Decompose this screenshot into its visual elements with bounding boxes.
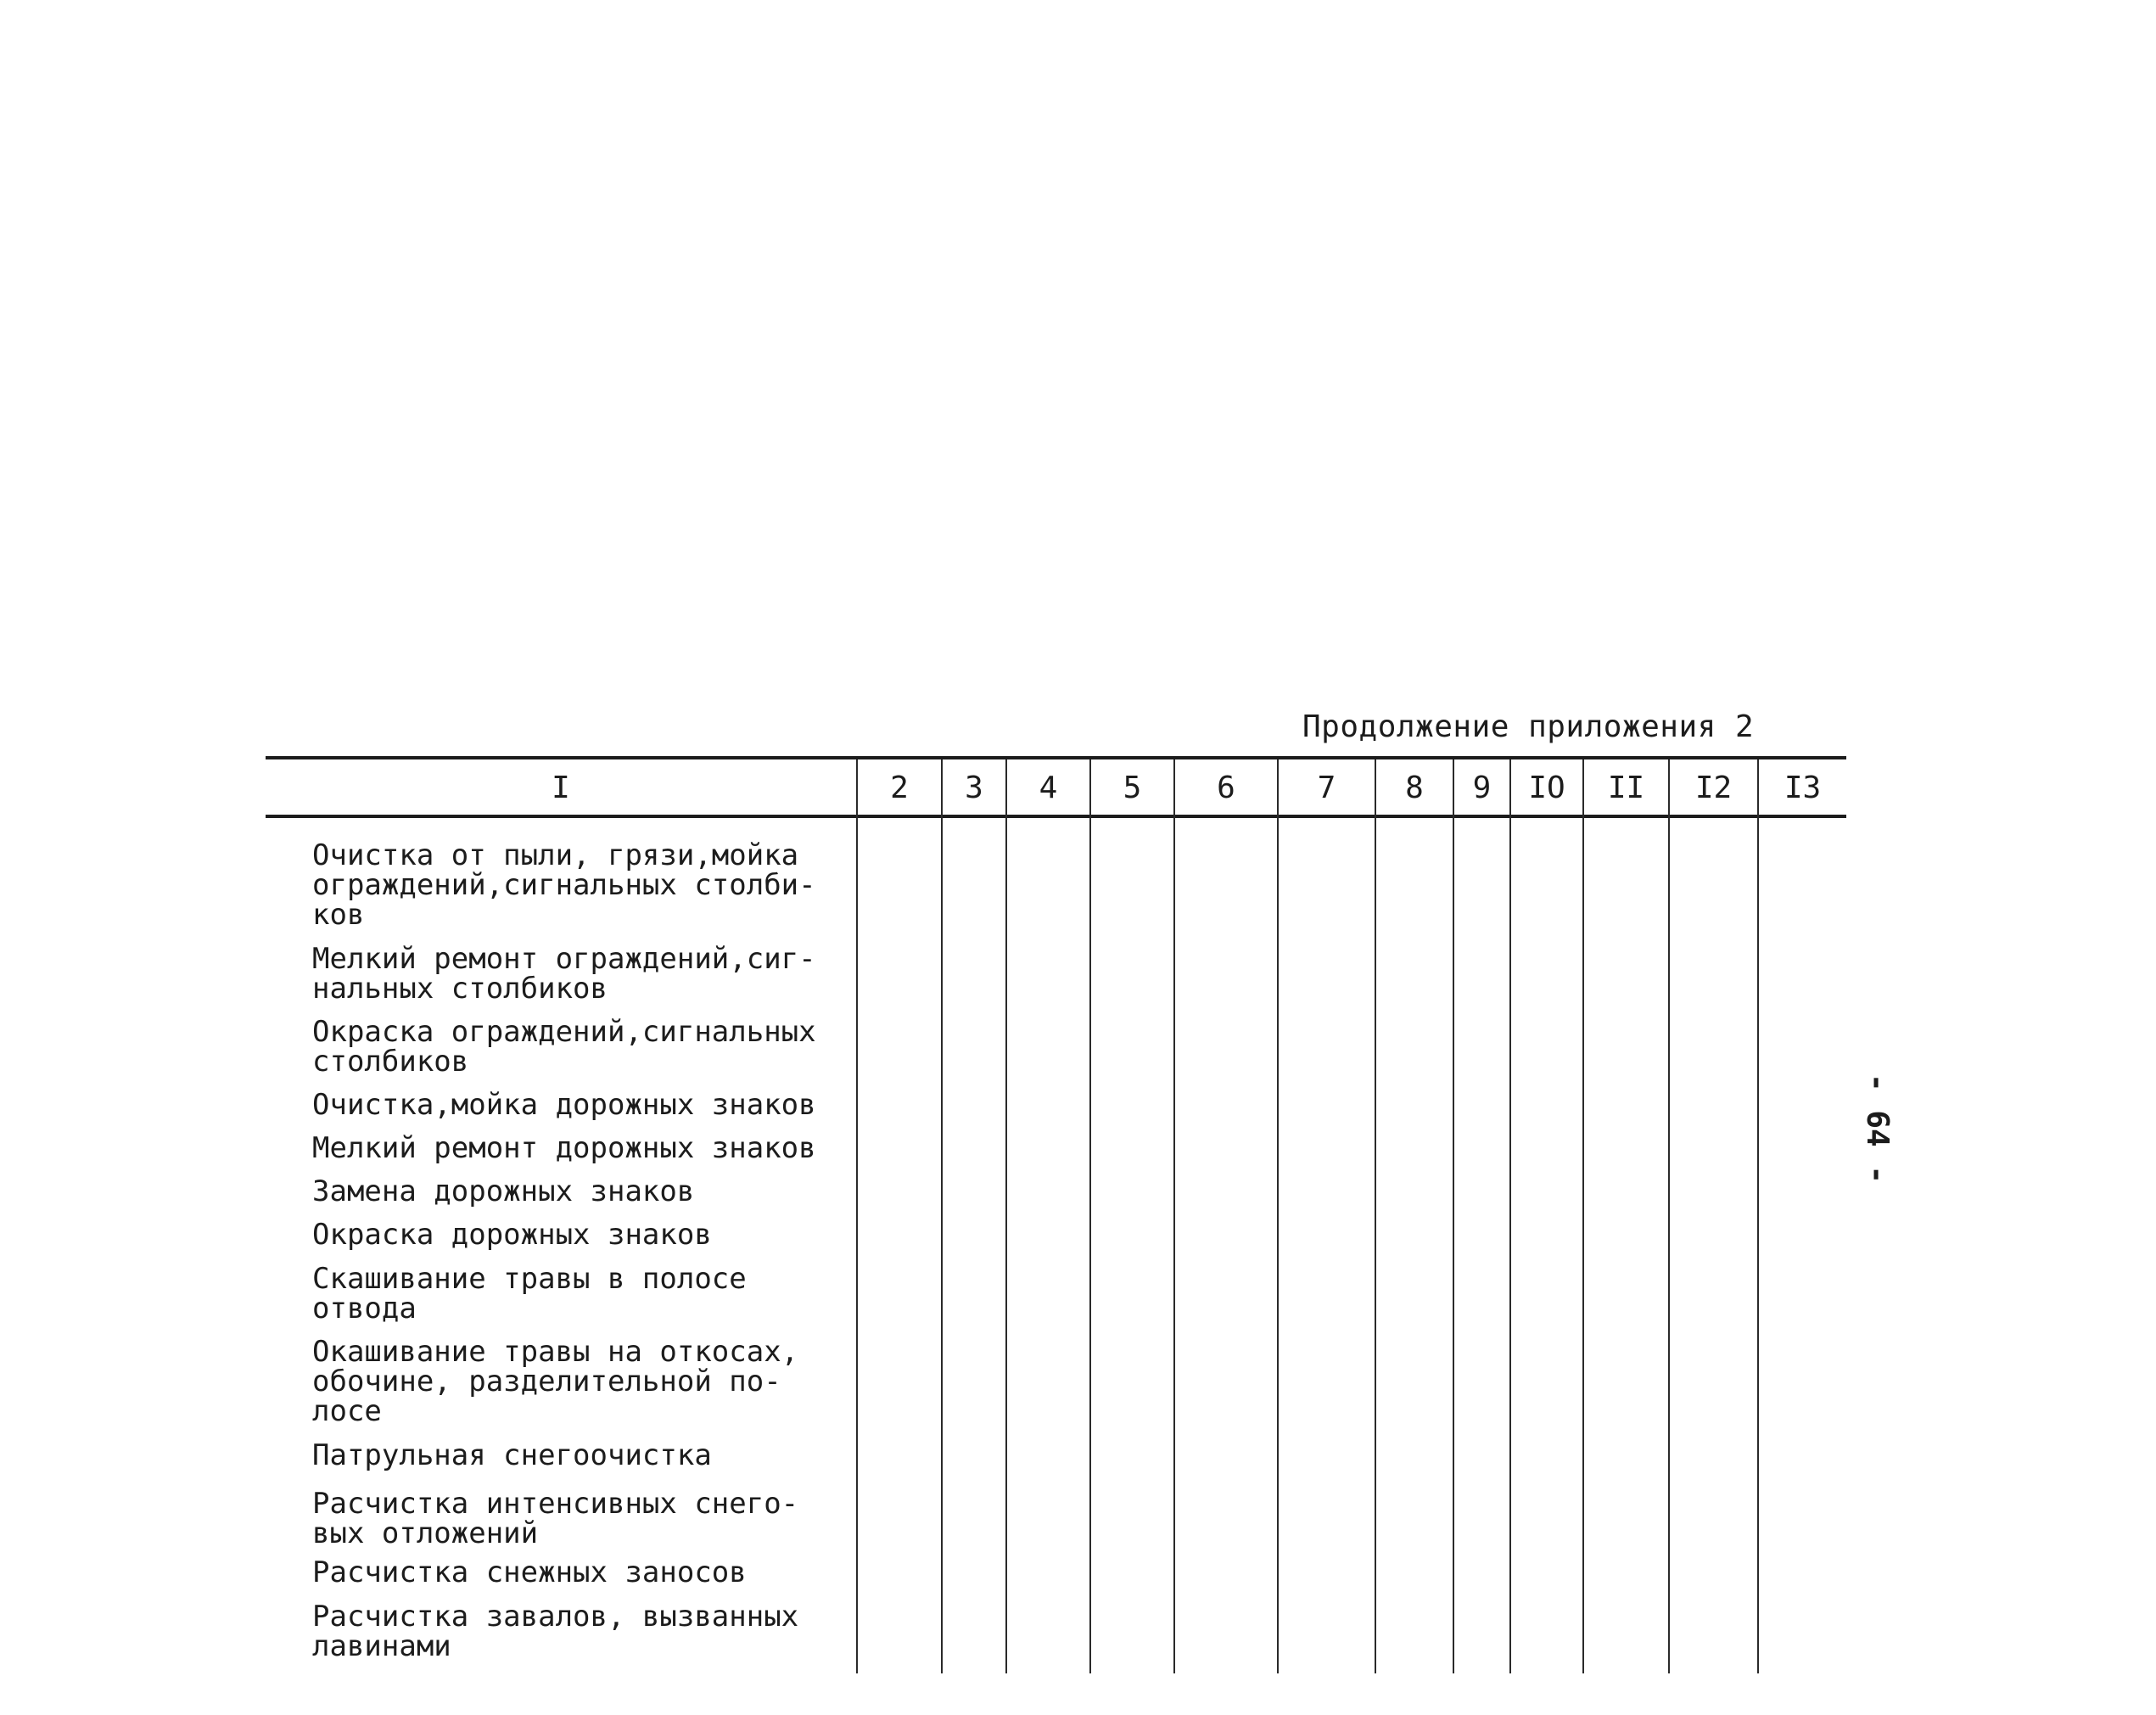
column-separator xyxy=(1509,759,1511,1673)
table-row-label: Скашивание травы в полосе отвода xyxy=(312,1262,747,1325)
table-row-label: Расчистка снежных заносов xyxy=(312,1555,747,1589)
column-separator xyxy=(1375,759,1376,1673)
table-row-label: Очистка,мойка дорожных знаков xyxy=(312,1088,816,1122)
column-header: 4 xyxy=(1039,770,1058,805)
column-header: 8 xyxy=(1405,770,1424,805)
column-separator xyxy=(1005,759,1007,1673)
table-row-label: Мелкий ремонт ограждений,сиг- нальных столбиков xyxy=(312,942,816,1006)
table-row-label: Замена дорожных знаков xyxy=(312,1174,695,1208)
column-header: 7 xyxy=(1317,770,1336,805)
column-header: 9 xyxy=(1472,770,1492,805)
page-number: - 64 - xyxy=(1860,1073,1895,1185)
column-separator xyxy=(941,759,943,1673)
column-header: 6 xyxy=(1217,770,1235,805)
column-separator xyxy=(1277,759,1279,1673)
column-header: IO xyxy=(1528,770,1565,805)
column-separator xyxy=(1668,759,1670,1673)
table-row-label: Окраска ограждений,сигнальных столбиков xyxy=(312,1015,816,1079)
appendix-continuation-caption: Продолжение приложения 2 xyxy=(1302,709,1755,744)
column-separator xyxy=(1453,759,1454,1673)
column-header: I2 xyxy=(1694,770,1733,805)
table-row-label: Патрульная снегоочистка xyxy=(312,1438,712,1472)
column-separator xyxy=(1173,759,1175,1673)
table-row-label: Окашивание травы на откосах, обочине, разделительной по- лосе xyxy=(312,1335,799,1428)
column-header: I xyxy=(552,770,570,805)
column-header: II xyxy=(1607,770,1645,805)
column-header: 5 xyxy=(1123,770,1142,805)
table-top-rule xyxy=(266,756,1846,759)
column-header: I3 xyxy=(1784,770,1822,805)
table-row-label: Окраска дорожных знаков xyxy=(312,1218,712,1252)
column-separator xyxy=(1089,759,1091,1673)
column-header: 3 xyxy=(965,770,983,805)
table-row-label: Расчистка интенсивных снего- вых отложений xyxy=(312,1487,799,1550)
table-row-label: Очистка от пыли, грязи,мойка ограждений,сигнальных столби- ков xyxy=(312,838,816,932)
column-header: 2 xyxy=(890,770,909,805)
table-row-label: Расчистка завалов, вызванных лавинами xyxy=(312,1600,799,1663)
column-separator xyxy=(856,759,858,1673)
table-row-label: Мелкий ремонт дорожных знаков xyxy=(312,1131,816,1165)
table-header-rule xyxy=(266,815,1846,818)
column-separator xyxy=(1582,759,1584,1673)
column-separator xyxy=(1757,759,1759,1673)
